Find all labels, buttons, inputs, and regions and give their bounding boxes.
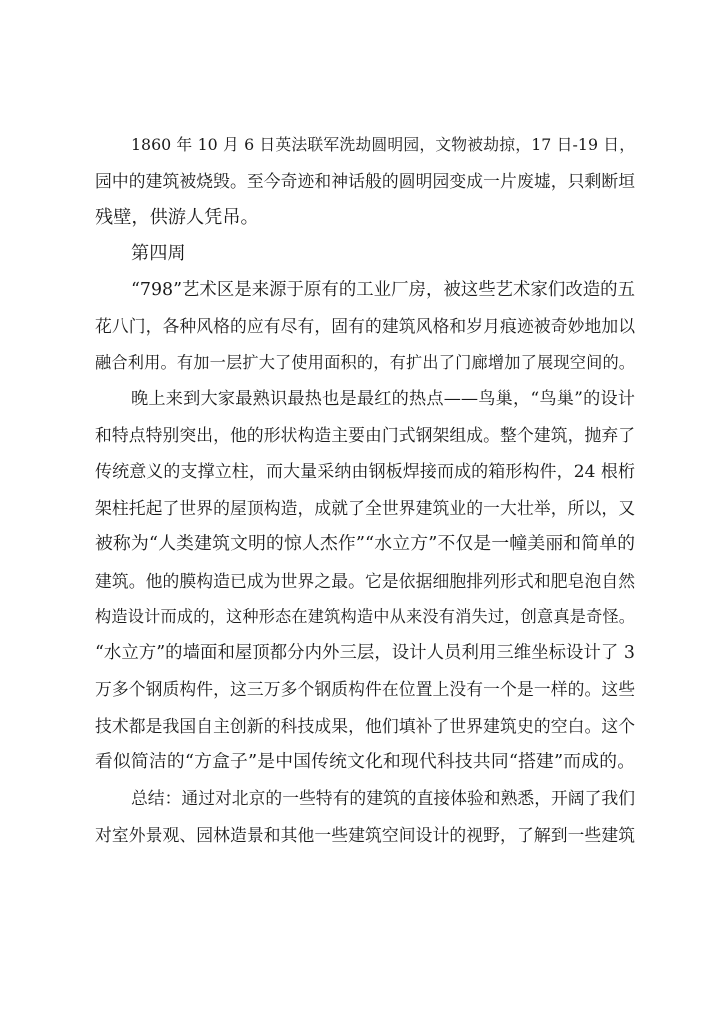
text-line: “798”艺术区是来源于原有的工业厂房，被这些艺术家们改造的五	[131, 280, 635, 301]
text-line: 晚上来到大家最熟识最热也是最红的热点——鸟巢，“鸟巢”的设计	[131, 389, 635, 410]
text-line: 1860 年 10 月 6 日英法联军洗劫圆明园，文物被劫掠，17 日-19 日，	[131, 135, 635, 154]
document-body	[95, 127, 635, 853]
text-line: “水立方”的墙面和屋顶都分内外三层，设计人员利用三维坐标设计了 3	[95, 643, 635, 664]
text-line: 建筑。他的膜构造已成为世界之最。它是依据细胞排列形式和肥皂泡自然	[95, 570, 635, 591]
text-line: 技术都是我国自主创新的科技成果，他们填补了世界建筑史的空白。这个	[95, 715, 635, 736]
text-line: 园中的建筑被烧毁。至今奇迹和神话般的圆明园变成一片废墟，只剩断垣	[95, 171, 635, 192]
text-line: 万多个钢质构件，这三万多个钢质构件在位置上没有一个是一样的。这些	[95, 679, 635, 700]
section-heading: 第四周	[131, 242, 186, 264]
text-line: 残壁，供游人凭吊。	[95, 206, 259, 228]
text-line: 融合利用。有加一层扩大了使用面积的，有扩出了门廊增加了展现空间的。	[95, 352, 635, 372]
text-line: 架柱托起了世界的屋顶构造，成就了全世界建筑业的一大壮举，所以，又	[95, 497, 635, 518]
text-line: 传统意义的支撑立柱，而大量采纳由钢板焊接而成的箱形构件，24 根桁	[95, 461, 635, 482]
text-line: 被称为“人类建筑文明的惊人杰作”“水立方”不仅是一幢美丽和简单的	[95, 533, 635, 555]
text-line: 总结：通过对北京的一些特有的建筑的直接体验和熟悉，开阔了我们	[131, 788, 635, 809]
text-line: 花八门，各种风格的应有尽有，固有的建筑风格和岁月痕迹被奇妙地加以	[95, 316, 635, 337]
text-line: 对室外景观、园林造景和其他一些建筑空间设计的视野，了解到一些建筑	[95, 824, 635, 845]
text-line: 和特点特别突出，他的形状构造主要由门式钢架组成。整个建筑，抛弃了	[95, 425, 635, 446]
text-line: 看似简洁的“方盒子”是中国传统文化和现代科技共同“搭建”而成的。	[95, 751, 635, 773]
text-line: 构造设计而成的，这种形态在建筑构造中从来没有消失过，创意真是奇怪。	[95, 606, 635, 626]
